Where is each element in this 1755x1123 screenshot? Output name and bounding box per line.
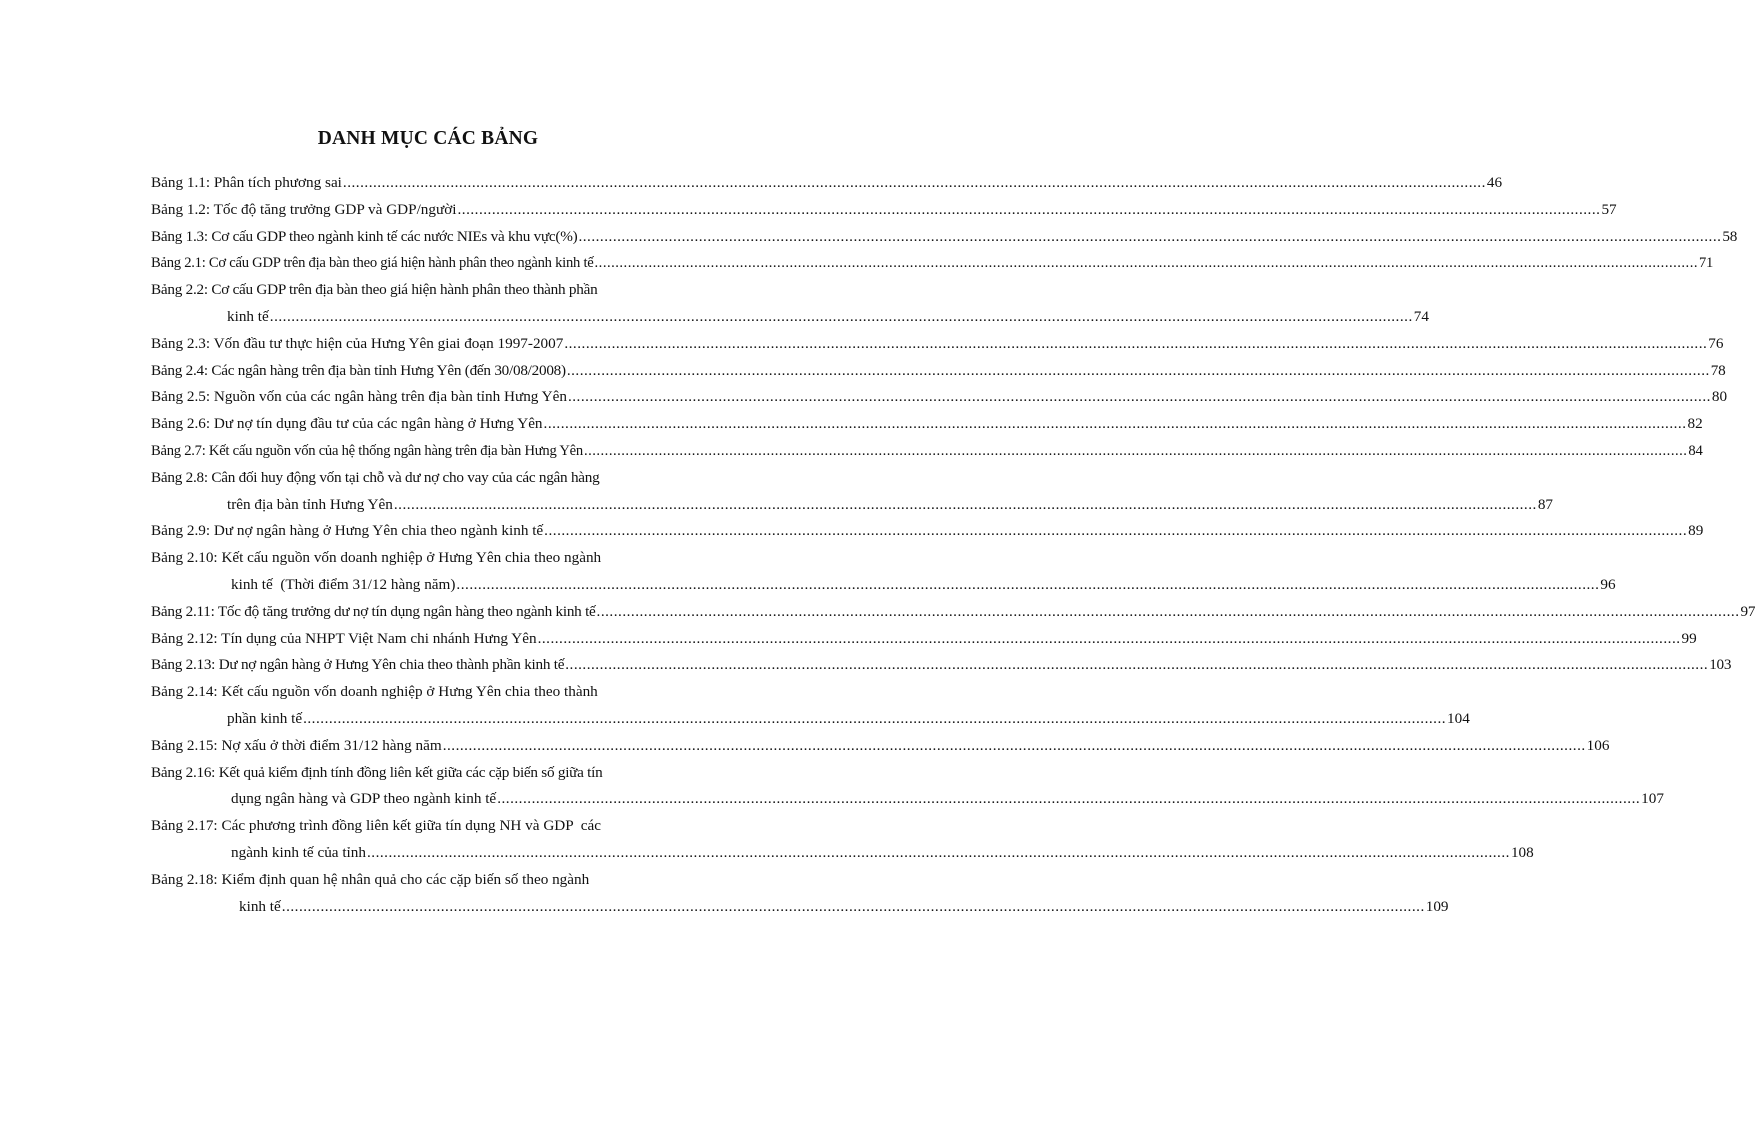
dot-leader [538, 626, 1681, 653]
entry-label-cont: phần kinh tế [227, 709, 303, 727]
entry-label: Bảng 2.9: Dư nợ ngân hàng ở Hưng Yên chia theo ngành kinh tế [151, 522, 544, 540]
entry-page: 99 [1681, 629, 1697, 647]
entry-page: 104 [1447, 709, 1470, 727]
list-item [151, 250, 1714, 277]
entry-label: Bảng 2.4: Các ngân hàng trên địa bàn tỉnh Hưng Yên (đến 30/08/2008) [151, 361, 566, 379]
dot-leader [394, 492, 1537, 519]
dot-leader [595, 250, 1698, 277]
list-item [151, 867, 703, 894]
list-item [151, 813, 703, 840]
entry-page: 109 [1425, 897, 1449, 915]
list-item [151, 652, 1732, 679]
entry-label-cont: ngành kinh tế của tỉnh [231, 843, 366, 861]
list-item [151, 277, 703, 304]
entry-page: 87 [1537, 495, 1553, 513]
dot-leader [544, 518, 1687, 545]
entry-label-cont: dụng ngân hàng và GDP theo ngành kinh tế [231, 790, 497, 808]
entry-label: Bảng 2.1: Cơ cấu GDP trên địa bàn theo giá hiện hành phân theo ngành kinh tế [151, 255, 594, 272]
table-list [151, 170, 1755, 920]
entry-label: Bảng 1.1: Phân tích phương sai [151, 174, 342, 191]
list-item [151, 545, 703, 572]
dot-leader [343, 170, 1486, 197]
list-item [151, 733, 1610, 760]
entry-label: Bảng 2.2: Cơ cấu GDP trên địa bàn theo giá hiện hành phân theo thành phần [151, 281, 598, 299]
dot-leader [544, 411, 1687, 438]
entry-page: 108 [1510, 843, 1534, 861]
dot-leader [578, 224, 1721, 251]
dot-leader [584, 438, 1687, 465]
page-title: DANH MỤC CÁC BẢNG [317, 128, 539, 149]
list-item [151, 438, 1703, 465]
entry-label: Bảng 2.12: Tín dụng của NHPT Việt Nam chi nhánh Hưng Yên [151, 629, 537, 647]
dot-leader [456, 572, 1599, 599]
entry-label-cont: trên địa bàn tỉnh Hưng Yên [227, 495, 393, 513]
entry-label: Bảng 2.16: Kết quả kiểm định tính đồng liên kết giữa các cặp biến số giữa tín [151, 763, 603, 781]
entry-label: Bảng 2.8: Cân đối huy động vốn tại chỗ và dư nợ cho vay của các ngân hàng [151, 468, 600, 486]
list-item [151, 224, 1738, 251]
entry-label: Bảng 2.14: Kết cấu nguồn vốn doanh nghiệp ở Hưng Yên chia theo thành [151, 683, 598, 701]
entry-page: 103 [1709, 656, 1732, 674]
entry-label: Bảng 1.3: Cơ cấu GDP theo ngành kinh tế các nước NIEs và khu vực(%) [151, 227, 578, 245]
entry-page: 78 [1710, 361, 1726, 379]
entry-label: Bảng 2.18: Kiểm định quan hệ nhân quả cho các cặp biến số theo ngành [151, 870, 590, 888]
list-item [151, 760, 703, 787]
entry-label-cont: kinh tế [227, 307, 269, 325]
entry-label: Bảng 2.11: Tốc độ tăng trưởng dư nợ tín dụng ngân hàng theo ngành kinh tế [151, 602, 596, 620]
dot-leader [303, 706, 1446, 733]
dot-leader [270, 304, 1413, 331]
entry-page: 107 [1641, 790, 1664, 808]
dot-leader [565, 652, 1708, 679]
entry-page: 58 [1722, 227, 1738, 245]
list-item [151, 518, 1704, 545]
list-item [151, 411, 1703, 438]
entry-page: 57 [1601, 200, 1617, 218]
entry-label: Bảng 1.2: Tốc độ tăng trưởng GDP và GDP/người [151, 200, 457, 218]
dot-leader [457, 197, 1600, 224]
list-item [151, 331, 1724, 358]
list-item [151, 679, 703, 706]
dot-leader [282, 894, 1425, 921]
dot-leader [567, 358, 1710, 385]
entry-label: Bảng 2.5: Nguồn vốn của các ngân hàng trên địa bàn tỉnh Hưng Yên [151, 388, 567, 406]
entry-page: 106 [1586, 736, 1610, 754]
dot-leader [497, 786, 1640, 813]
entry-label-cont: kinh tế [239, 897, 281, 915]
list-item-continuation [151, 492, 1553, 519]
entry-page: 84 [1688, 442, 1703, 459]
entry-page: 96 [1600, 575, 1616, 593]
entry-label: Bảng 2.15: Nợ xấu ở thời điểm 31/12 hàng năm [151, 736, 442, 754]
list-item-continuation [151, 840, 1534, 867]
entry-label: Bảng 2.3: Vốn đầu tư thực hiện của Hưng Yên giai đoạn 1997-2007 [151, 334, 564, 352]
list-item-continuation [151, 706, 1470, 733]
entry-page: 89 [1688, 522, 1704, 540]
list-item [151, 599, 1755, 626]
entry-page: 82 [1687, 415, 1703, 433]
dot-leader [568, 384, 1711, 411]
entry-page: 74 [1413, 307, 1429, 325]
dot-leader [443, 733, 1586, 760]
entry-page: 76 [1708, 334, 1724, 352]
dot-leader [564, 331, 1707, 358]
entry-page: 97 [1740, 602, 1755, 620]
entry-label-cont: kinh tế (Thời điểm 31/12 hàng năm) [231, 575, 456, 593]
entry-label: Bảng 2.7: Kết cấu nguồn vốn của hệ thống ngân hàng trên địa bàn Hưng Yên [151, 442, 583, 459]
dot-leader [367, 840, 1510, 867]
list-item-continuation [151, 894, 1449, 921]
entry-label: Bảng 2.13: Dư nợ ngân hàng ở Hưng Yên chia theo thành phần kinh tế [151, 656, 565, 674]
entry-page: 71 [1699, 255, 1714, 272]
dot-leader [597, 599, 1740, 626]
list-item-continuation [151, 786, 1664, 813]
entry-label: Bảng 2.6: Dư nợ tín dụng đầu tư của các ngân hàng ở Hưng Yên [151, 415, 543, 433]
list-item-continuation [151, 572, 1616, 599]
list-item [151, 197, 1617, 224]
list-item-continuation [151, 304, 1429, 331]
list-item [151, 465, 703, 492]
entry-page: 46 [1486, 174, 1503, 191]
list-item [151, 358, 1726, 385]
entry-page: 80 [1711, 388, 1728, 406]
list-item [151, 384, 1728, 411]
list-item [151, 626, 1697, 653]
entry-label: Bảng 2.10: Kết cấu nguồn vốn doanh nghiệp ở Hưng Yên chia theo ngành [151, 549, 602, 567]
entry-label: Bảng 2.17: Các phương trình đồng liên kết giữa tín dụng NH và GDP các [151, 817, 601, 835]
list-item [151, 170, 1503, 197]
